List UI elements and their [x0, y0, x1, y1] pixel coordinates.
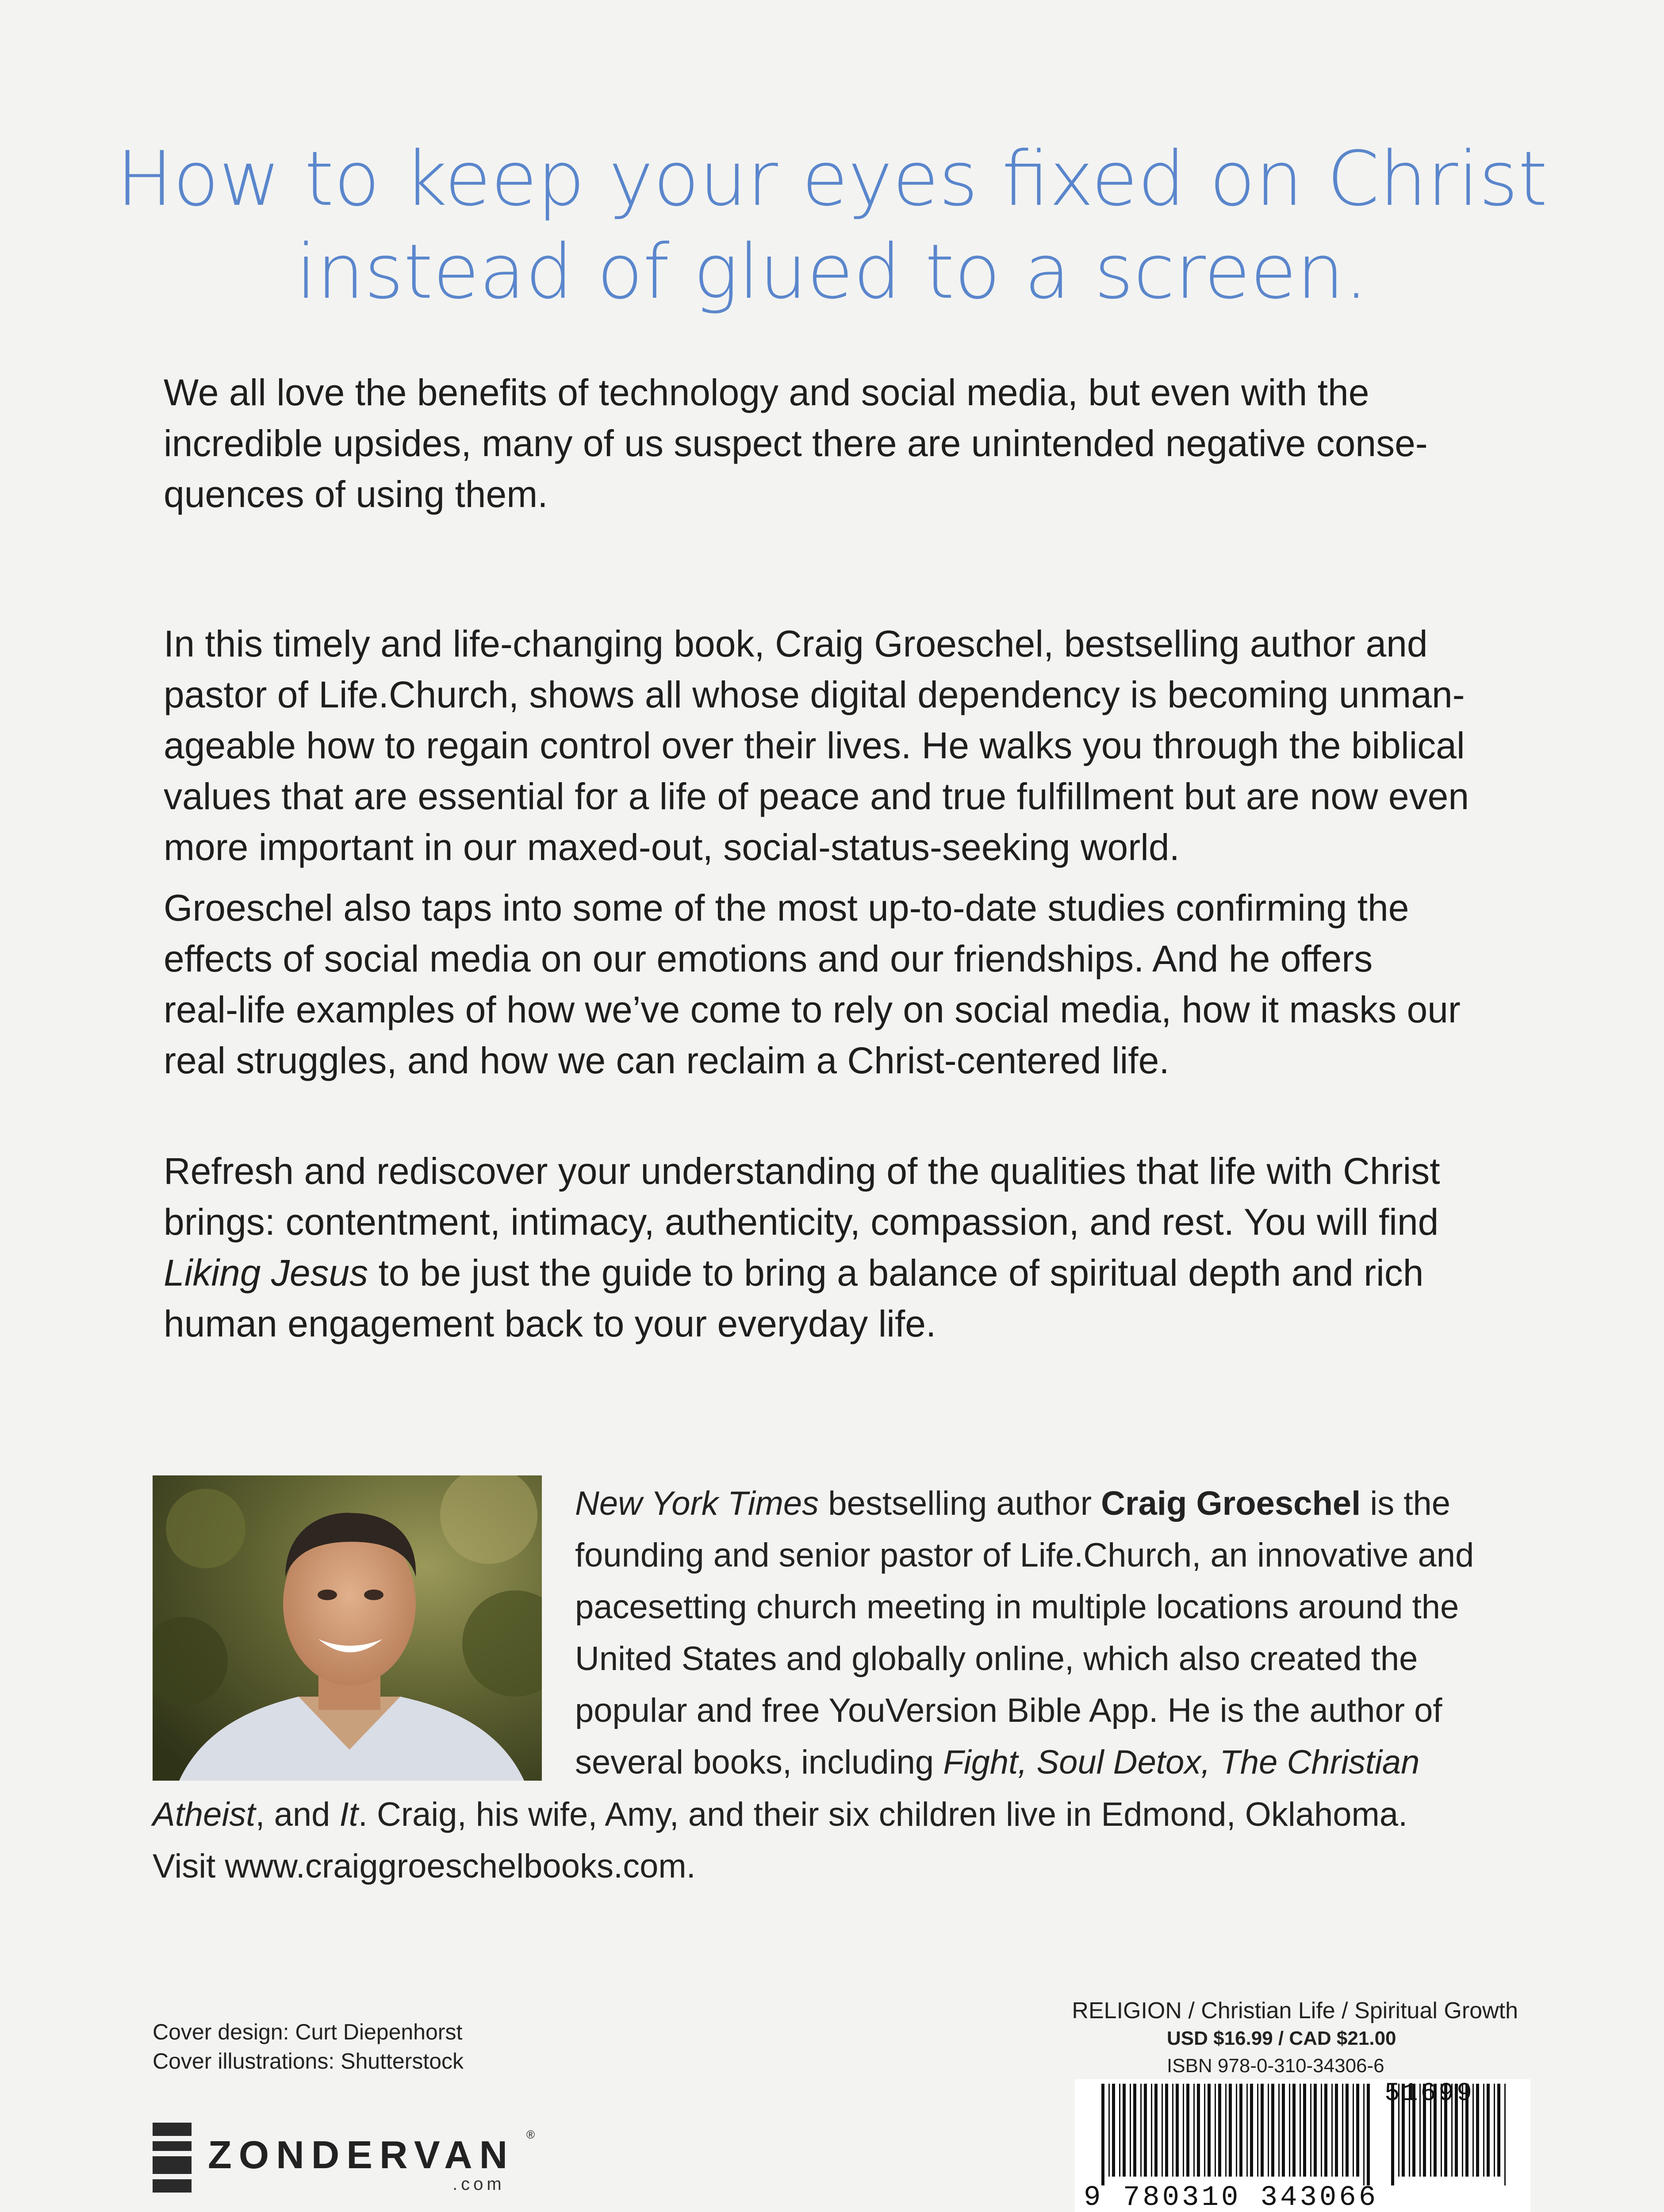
isbn-label: ISBN 978-0-310-34306-6 [1167, 2055, 1384, 2077]
text-line: values that are essential for a life of peace and true fulfillment but are now even [164, 776, 1469, 817]
text-line: ageable how to regain control over their lives. He walks you through the biblical [164, 725, 1465, 766]
book-title: Atheist [153, 1796, 256, 1833]
author-bio [575, 1478, 1526, 1788]
publication-name: New York Times [575, 1485, 819, 1522]
text-line: real struggles, and how we can reclaim a Christ-centered life. [164, 1040, 1169, 1081]
bio-line [575, 1478, 1526, 1529]
text-span: , and [255, 1796, 340, 1833]
zondervan-mark-icon [153, 2123, 192, 2193]
text-span: bestselling author [819, 1485, 1101, 1522]
text-line: Refresh and rediscover your understanding of the qualities that life with Christ [164, 1150, 1440, 1192]
price-label: USD $16.99 / CAD $21.00 [1167, 2028, 1396, 2049]
text-span: to be just the guide to bring a balance of spiritual depth and rich [368, 1252, 1424, 1294]
headline-line-2: instead of glued to a screen. [295, 228, 1369, 316]
text-line: Groeschel also taps into some of the most up-to-date studies confirming the [164, 887, 1409, 929]
bio-website-line: Visit www.craiggroeschelbooks.com. [153, 1847, 696, 1885]
bio-line: pacesetting church meeting in multiple locations around the [575, 1588, 1459, 1626]
publisher-domain: .com [452, 2174, 505, 2194]
cover-design-credit: Cover design: Curt Diepenhorst [153, 2020, 463, 2044]
text-line: more important in our maxed-out, social-status-seeking world. [164, 826, 1180, 868]
publisher-name: ZONDERVAN [208, 2133, 515, 2177]
paragraph-refresh [164, 1146, 1513, 1349]
isbn-barcode [1075, 2079, 1530, 2212]
publisher-logo [153, 2119, 551, 2194]
cover-illustrations-credit: Cover illustrations: Shutterstock [153, 2049, 464, 2074]
book-title: It [339, 1796, 358, 1833]
author-photo [153, 1475, 542, 1781]
author-name: Craig Groeschel [1101, 1485, 1361, 1522]
text-line: pastor of Life.Church, shows all whose digital dependency is becoming unman- [164, 674, 1465, 715]
barcode-digits: 9 780310 343066 [1084, 2182, 1379, 2212]
text-line: incredible upsides, many of us suspect there are unintended negative conse- [164, 422, 1428, 464]
headline-line-1: How to keep your eyes fixed on Christ [116, 135, 1548, 223]
text-line: human engagement back to your everyday life. [164, 1303, 936, 1344]
text-line: quences of using them. [164, 473, 548, 515]
text-span: is the [1361, 1485, 1451, 1522]
barcode-bars-icon [1101, 2084, 1376, 2185]
headline [0, 133, 1664, 319]
paragraph-studies [164, 883, 1513, 1086]
bisac-category: RELIGION / Christian Life / Spiritual Growth [1072, 1998, 1518, 2024]
bio-line [153, 1789, 1524, 1840]
text-line [164, 1248, 1513, 1298]
addon-digits: 51699 [1384, 2079, 1475, 2108]
paragraph-intro [164, 367, 1513, 520]
book-title: Liking Jesus [164, 1252, 368, 1294]
bio-line: United States and globally online, which also created the [575, 1640, 1418, 1678]
book-titles: Fight, Soul Detox, The Christian [943, 1743, 1420, 1781]
text-span: several books, including [575, 1743, 943, 1781]
text-line: real-life examples of how we’ve come to rely on social media, how it masks our [164, 989, 1461, 1030]
paragraph-book-summary [164, 618, 1513, 873]
text-span: . Craig, his wife, Amy, and their six children live in Edmond, Oklahoma. [358, 1796, 1408, 1833]
author-bio-continued [153, 1789, 1524, 1892]
bio-line: founding and senior pastor of Life.Church, an innovative and [575, 1536, 1474, 1574]
text-line: In this timely and life-changing book, Craig Groeschel, bestselling author and [164, 623, 1428, 664]
text-line: effects of social media on our emotions and our friendships. And he offers [164, 938, 1373, 979]
text-line: brings: contentment, intimacy, authenticity, compassion, and rest. You will find [164, 1201, 1439, 1243]
bio-line: popular and free YouVersion Bible App. He is the author of [575, 1692, 1442, 1729]
registered-mark: ® [526, 2128, 535, 2141]
cover-credits [153, 2017, 464, 2076]
bio-line [575, 1736, 1526, 1788]
text-line: We all love the benefits of technology and social media, but even with the [164, 372, 1369, 413]
